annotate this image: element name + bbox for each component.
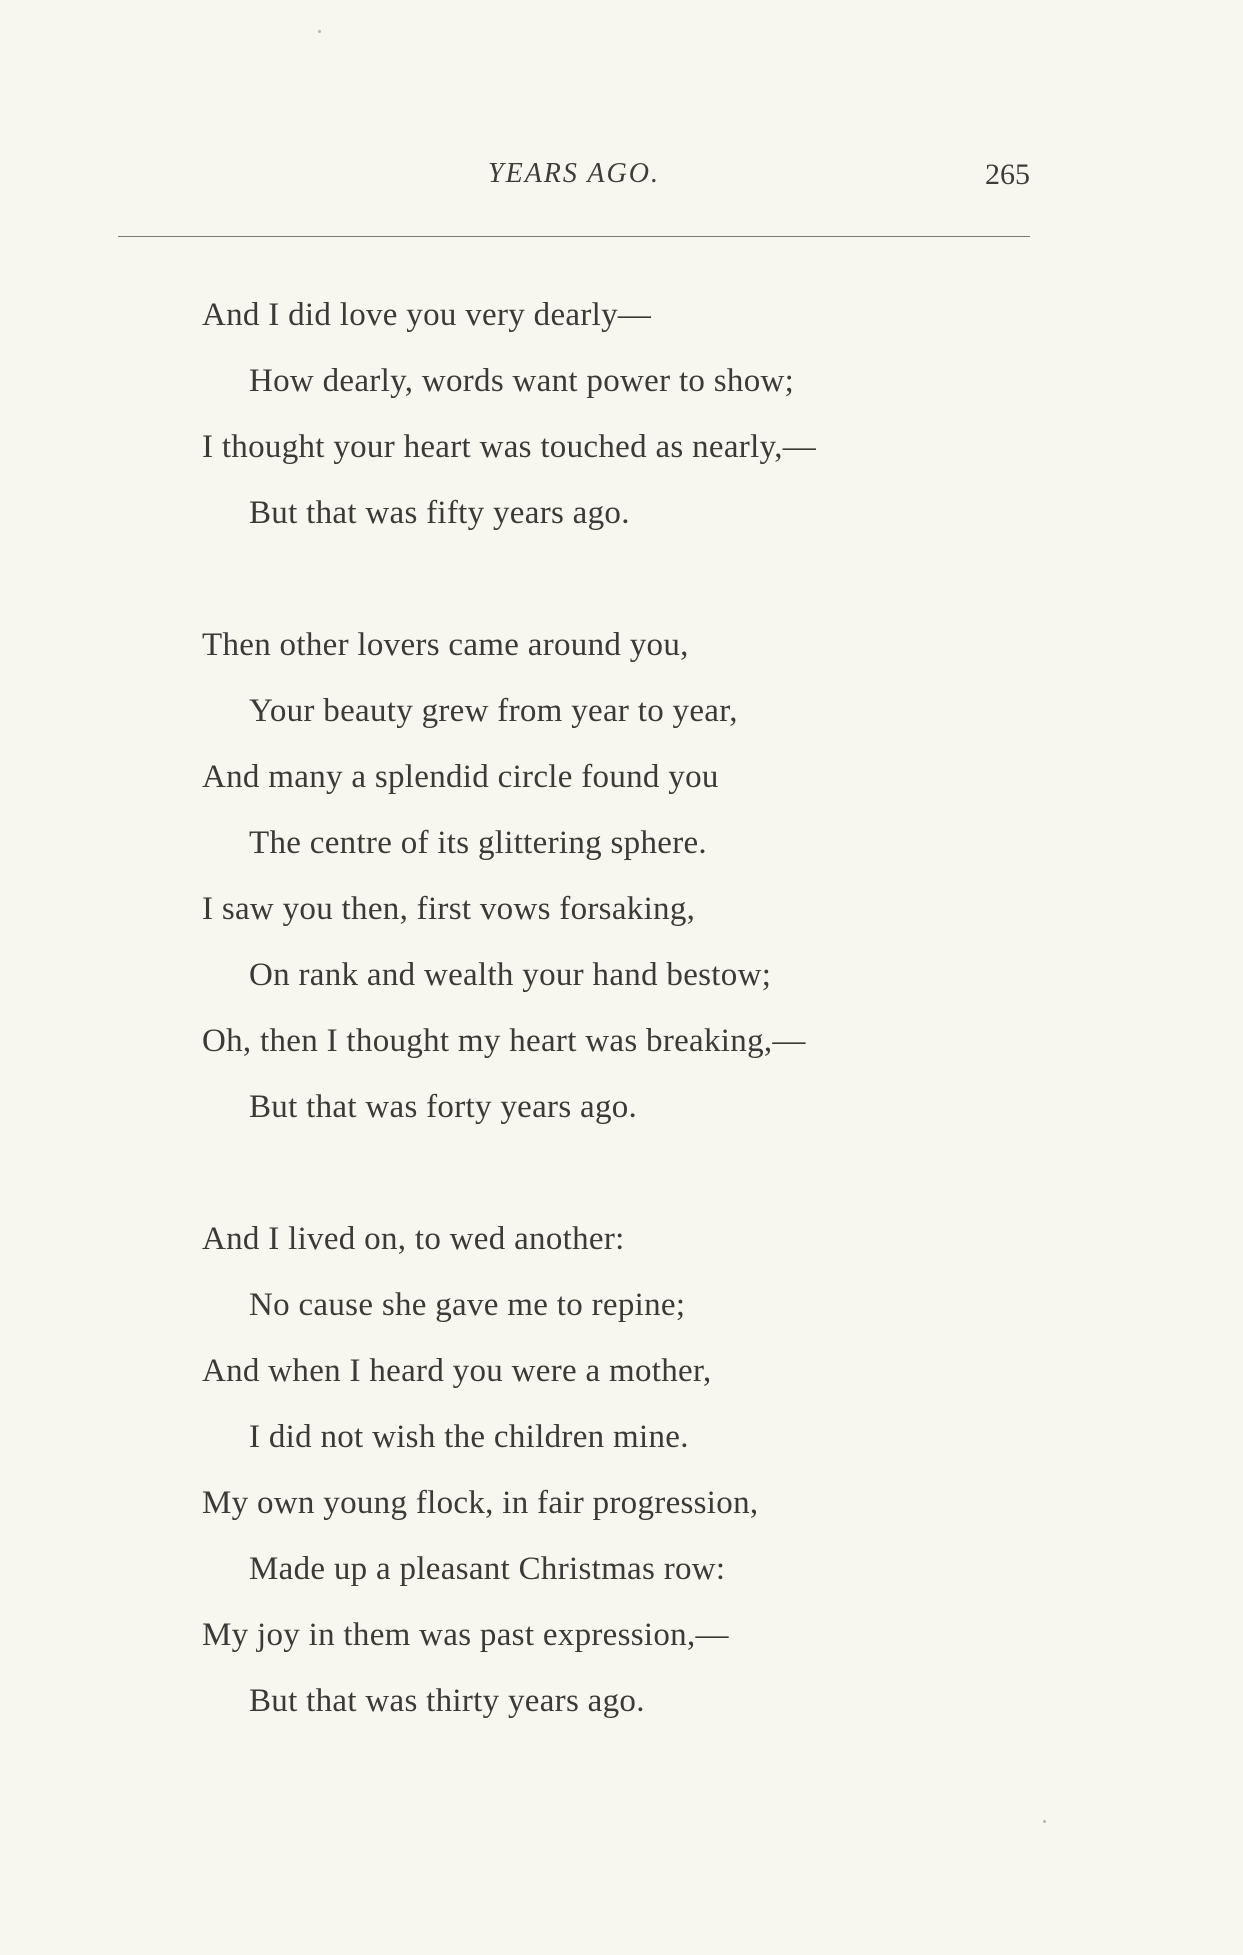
poem-line: I did not wish the children mine.	[249, 1419, 689, 1455]
page-header	[118, 158, 1030, 198]
poem-line: On rank and wealth your hand bestow;	[249, 957, 772, 993]
poem-line: But that was fifty years ago.	[249, 495, 630, 531]
running-title: YEARS AGO.	[488, 158, 660, 189]
poem-line: Then other lovers came around you,	[202, 627, 689, 663]
poem-line: No cause she gave me to repine;	[249, 1287, 686, 1323]
poem-line: My joy in them was past expression,—	[202, 1617, 729, 1653]
poem-line: How dearly, words want power to show;	[249, 363, 795, 399]
poem-line: And I did love you very dearly—	[202, 297, 652, 333]
poem-line: And when I heard you were a mother,	[202, 1353, 712, 1389]
poem-line: Your beauty grew from year to year,	[249, 693, 738, 729]
stanza-2	[202, 612, 1042, 1140]
poem-line: Made up a pleasant Christmas row:	[249, 1551, 726, 1587]
poem-line: The centre of its glittering sphere.	[249, 825, 707, 861]
poem-line: I saw you then, first vows forsaking,	[202, 891, 696, 927]
paper-speck	[318, 30, 321, 33]
stanza-1	[202, 282, 1042, 546]
header-rule	[118, 236, 1030, 237]
poem-line: But that was thirty years ago.	[249, 1683, 645, 1719]
poem-line: Oh, then I thought my heart was breaking,—	[202, 1023, 806, 1059]
poem-line: And many a splendid circle found you	[202, 759, 719, 795]
poem-line: I thought your heart was touched as nearly,—	[202, 429, 817, 465]
poem-body	[202, 282, 1042, 1800]
poem-line: My own young flock, in fair progression,	[202, 1485, 759, 1521]
paper-speck	[1043, 1820, 1046, 1823]
stanza-3	[202, 1206, 1042, 1734]
poem-line: But that was forty years ago.	[249, 1089, 638, 1125]
poem-line: And I lived on, to wed another:	[202, 1221, 625, 1257]
page-number: 265	[985, 158, 1030, 191]
